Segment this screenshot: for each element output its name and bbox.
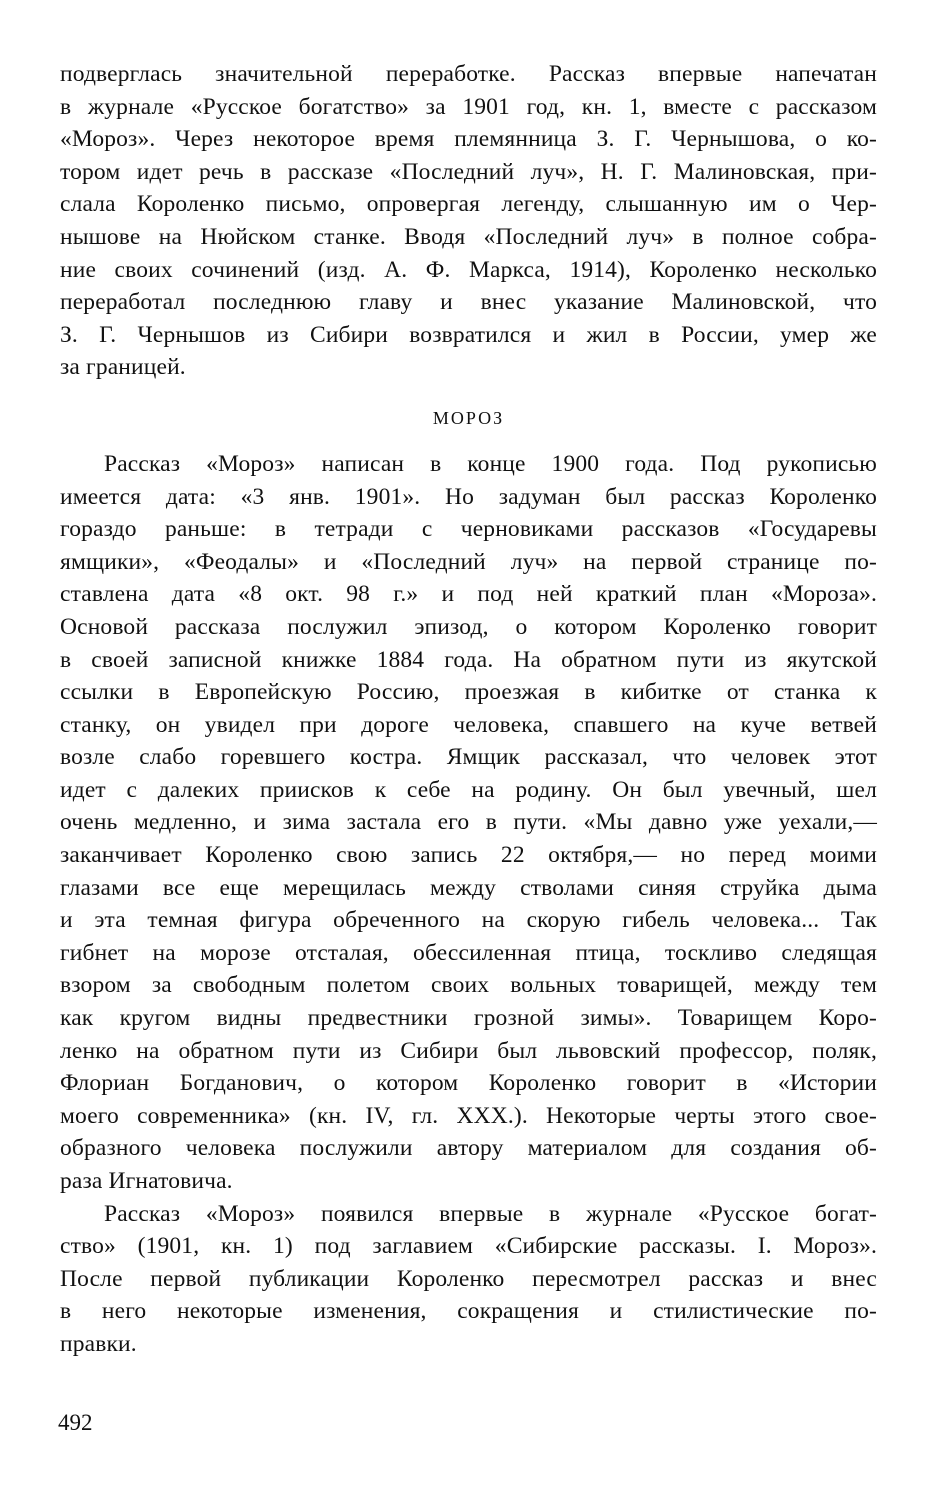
text-line: как кругом видны предвестники грозной зимы». Товарищем Коро- <box>60 1005 877 1032</box>
text-line: возле слабо горевшего костра. Ямщик рассказал, что человек этот <box>60 744 877 771</box>
text-line: идет с далеких приисков к себе на родину. Он был увечный, шел <box>60 776 877 803</box>
text-line: и эта темная фигура обреченного на скорую гибель человека... Так <box>60 907 877 934</box>
text-line: в него некоторые изменения, сокращения и стилистические по- <box>60 1298 877 1325</box>
text-line: станку, он увидел при дороге человека, спавшего на куче ветвей <box>60 711 877 738</box>
text-line: взором за свободным полетом своих вольных товарищей, между тем <box>60 972 877 999</box>
text-line: Рассказ «Мороз» появился впервые в журнале «Русское богат- <box>104 1200 877 1227</box>
text-line: правки. <box>60 1330 137 1357</box>
text-line: ссылки в Европейскую Россию, проезжая в кибитке от станка к <box>60 679 877 706</box>
page-number: 492 <box>58 1410 93 1435</box>
paragraph-1 <box>60 448 877 1198</box>
text-line: имеется дата: «3 янв. 1901». Но задуман был рассказ Короленко <box>60 483 877 510</box>
text-line: ленко на обратном пути из Сибири был львовский профессор, поляк, <box>60 1037 877 1064</box>
text-line: ставлена дата «8 окт. 98 г.» и под ней краткий план «Мороза». <box>60 581 877 608</box>
text-line: за границей. <box>60 354 186 381</box>
text-line: Флориан Богданович, о котором Короленко говорит в «Истории <box>60 1070 877 1097</box>
text-line: ние своих сочинений (изд. А. Ф. Маркса, 1914), Короленко несколько <box>60 256 877 283</box>
section-heading: МОРОЗ <box>432 407 505 428</box>
text-line: ство» (1901, кн. 1) под заглавием «Сибирские рассказы. I. Мороз». <box>60 1233 877 1260</box>
text-line: очень медленно, и зима застала его в пути. «Мы давно уже уехали,— <box>60 809 877 836</box>
text-line: тором идет речь в рассказе «Последний луч», Н. Г. Малиновская, при- <box>60 158 877 185</box>
text-line: подверглась значительной переработке. Рассказ впервые напечатан <box>60 61 877 87</box>
text-line: Рассказ «Мороз» написан в конце 1900 года. Под рукописью <box>104 450 877 477</box>
text-line: в своей записной книжке 1884 года. На обратном пути из якутской <box>60 646 877 673</box>
text-line: образного человека послужили автору материалом для создания об- <box>60 1135 877 1162</box>
paragraph-2 <box>60 1198 877 1361</box>
text-line: глазами все еще мерещилась между стволами синяя струйка дыма <box>60 874 877 901</box>
text-line: раза Игнатовича. <box>60 1168 233 1194</box>
text-line: в журнале «Русское богатство» за 1901 год, кн. 1, вместе с рассказом <box>60 93 877 120</box>
text-line: З. Г. Чернышов из Сибири возвратился и жил в России, умер же <box>60 321 877 348</box>
text-line: гораздо раньше: в тетради с черновиками рассказов «Государевы <box>60 516 877 543</box>
text-line: После первой публикации Короленко пересмотрел рассказ и внес <box>60 1265 877 1292</box>
text-line: «Мороз». Через некоторое время племянница З. Г. Чернышова, о ко- <box>60 126 877 153</box>
text-line: заканчивает Короленко свою запись 22 октября,— но перед моими <box>60 842 877 869</box>
text-line: нышове на Нюйском станке. Вводя «Последний луч» в полное собра- <box>60 223 877 250</box>
intro-paragraph <box>60 58 877 384</box>
text-line: переработал последнюю главу и внес указание Малиновской, что <box>60 289 877 316</box>
text-line: моего современника» (кн. IV, гл. XXX.). Некоторые черты этого свое- <box>60 1102 877 1129</box>
page-text-block <box>60 58 877 1361</box>
text-line: гибнет на морозе отсталая, обессиленная птица, тоскливо следящая <box>60 939 877 966</box>
text-line: Основой рассказа послужил эпизод, о котором Короленко говорит <box>60 613 877 640</box>
text-line: ямщики», «Феодалы» и «Последний луч» на первой странице по- <box>60 548 877 575</box>
text-line: слала Короленко письмо, опровергая легенду, слышанную им о Чер- <box>60 191 877 218</box>
